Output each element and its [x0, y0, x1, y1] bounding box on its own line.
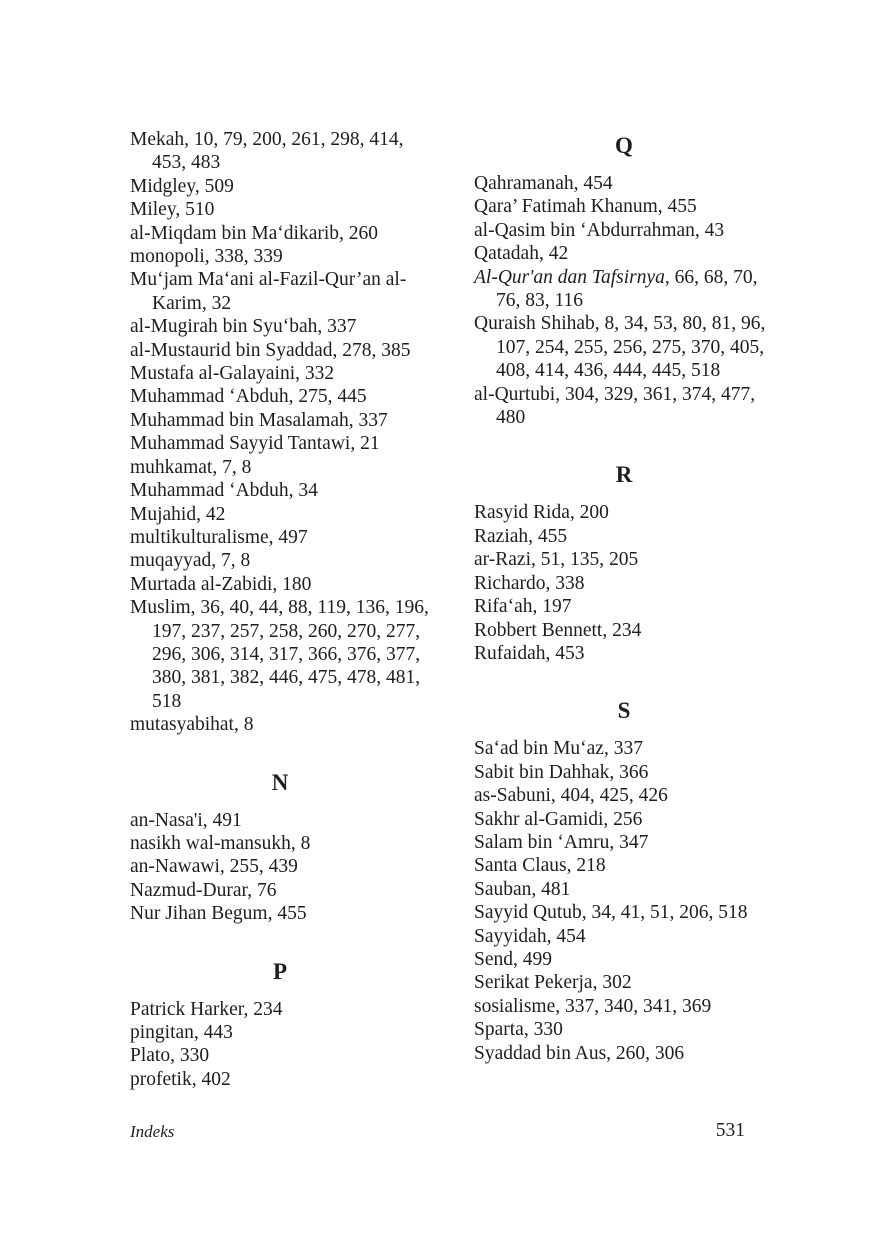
index-entry-quran-tafsir	[474, 266, 774, 313]
index-entry: mutasyabihat, 8	[130, 714, 254, 736]
section-letter-q: Q	[615, 133, 633, 158]
section-gap	[130, 926, 430, 954]
index-entry: sosialisme, 337, 340, 341, 369	[474, 995, 712, 1017]
index-entry: Mustafa al-Galayaini, 332	[130, 363, 335, 385]
index-entry: Mu‘jam Ma‘ani al-Fazil-Qur’an al-Karim, 32	[130, 269, 407, 314]
index-entry: Raziah, 455	[474, 525, 568, 547]
book-title: Al-Qur'an dan Tafsirnya	[474, 266, 665, 288]
index-entry: monopoli, 338, 339	[130, 246, 283, 268]
index-entry: Rifa‘ah, 197	[474, 596, 572, 618]
section-gap	[474, 665, 774, 693]
entry-list-n	[130, 809, 430, 926]
index-entry: Send, 499	[474, 948, 552, 970]
index-entry: Serikat Pekerja, 302	[474, 972, 632, 994]
index-entry: Miley, 510	[130, 199, 215, 221]
entry-list-q	[474, 172, 774, 429]
index-entry: ar-Razi, 51, 135, 205	[474, 549, 639, 571]
index-entry: Muhammad bin Masalamah, 337	[130, 409, 388, 431]
index-entry: Sakhr al-Gamidi, 256	[474, 808, 643, 830]
index-entry: Murtada al-Zabidi, 180	[130, 573, 312, 595]
index-entry: Muhammad Sayyid Tantawi, 21	[130, 433, 380, 455]
index-entry: an-Nasa'i, 491	[130, 809, 242, 831]
section-gap	[130, 737, 430, 765]
index-entry: Syaddad bin Aus, 260, 306	[474, 1042, 685, 1064]
entry-list-r	[474, 501, 774, 665]
index-entry: pingitan, 443	[130, 1022, 233, 1043]
index-entry: Midgley, 509	[130, 175, 234, 197]
index-entry: Sabit bin Dahhak, 366	[474, 761, 649, 783]
index-entry: multikulturalisme, 497	[130, 526, 308, 548]
index-entry: nasikh wal-mansukh, 8	[130, 832, 311, 854]
index-entry: Quraish Shihab, 8, 34, 53, 80, 81, 96, 107, 254, 255, 256, 275, 370, 405, 408, 414, 436, 444, 445, 518	[474, 313, 766, 382]
section-letter-r: R	[615, 462, 633, 488]
index-entry: Santa Claus, 218	[474, 855, 606, 877]
page-refs: , 66, 68, 70, 76, 83, 116	[496, 266, 758, 312]
index-entry: an-Nawawi, 255, 439	[130, 856, 298, 878]
index-entry: Muhammad ‘Abduh, 275, 445	[130, 386, 367, 408]
index-entry: Muhammad ‘Abduh, 34	[130, 480, 318, 502]
entry-list-p	[130, 998, 430, 1092]
index-entry: al-Qasim bin ‘Abdurrahman, 43	[474, 219, 725, 241]
index-entry: Nur Jihan Begum, 455	[130, 903, 307, 925]
section-letter-n: N	[271, 769, 289, 795]
index-entry: Sa‘ad bin Mu‘az, 337	[474, 738, 643, 760]
section-letter-s: S	[617, 698, 631, 724]
index-entry: Mujahid, 42	[130, 503, 226, 525]
index-entry: Qahramanah, 454	[474, 173, 613, 194]
index-entry: Plato, 330	[130, 1045, 210, 1067]
index-entry: Richardo, 338	[474, 572, 585, 594]
index-entry: Muslim, 36, 40, 44, 88, 119, 136, 196, 197, 237, 257, 258, 260, 270, 277, 296, 306, 314, 317, 366, 376, 377, 380, 381, 382, 446, 475, 478, 481, 518	[130, 597, 429, 712]
entry-list-s	[474, 737, 774, 1065]
entry-list-m	[130, 128, 430, 737]
index-entry: al-Mustaurid bin Syaddad, 278, 385	[130, 339, 411, 361]
index-entry: Robbert Bennett, 234	[474, 619, 642, 641]
index-entry: Qatadah, 42	[474, 243, 569, 265]
index-entry: Sauban, 481	[474, 878, 571, 900]
index-entry: profetik, 402	[130, 1068, 231, 1090]
section-letter-p: P	[272, 958, 288, 984]
index-entry: Sayyidah, 454	[474, 925, 586, 947]
index-entry: al-Mugirah bin Syu‘bah, 337	[130, 316, 357, 338]
index-entry: Rufaidah, 453	[474, 642, 585, 664]
index-column-left	[130, 128, 430, 1091]
index-entry: muhkamat, 7, 8	[130, 456, 252, 478]
section-gap	[474, 429, 774, 457]
index-entry: Sparta, 330	[474, 1019, 563, 1041]
index-entry: Rasyid Rida, 200	[474, 502, 609, 524]
page-number: 531	[715, 1120, 745, 1141]
index-entry: muqayyad, 7, 8	[130, 550, 251, 572]
index-entry: Sayyid Qutub, 34, 41, 51, 206, 518	[474, 902, 748, 924]
index-entry: Salam bin ‘Amru, 347	[474, 831, 649, 853]
index-entry: Qara’ Fatimah Khanum, 455	[474, 196, 697, 218]
index-entry: Mekah, 10, 79, 200, 261, 298, 414, 453, 483	[130, 129, 404, 174]
index-entry: al-Miqdam bin Ma‘dikarib, 260	[130, 222, 379, 244]
index-entry: as-Sabuni, 404, 425, 426	[474, 785, 668, 807]
index-entry: Nazmud-Durar, 76	[130, 879, 277, 901]
index-column-right	[474, 128, 774, 1065]
index-entry: Patrick Harker, 234	[130, 998, 283, 1020]
footer-section-title: Indeks	[130, 1122, 175, 1141]
index-entry: al-Qurtubi, 304, 329, 361, 374, 477, 480	[474, 383, 756, 429]
